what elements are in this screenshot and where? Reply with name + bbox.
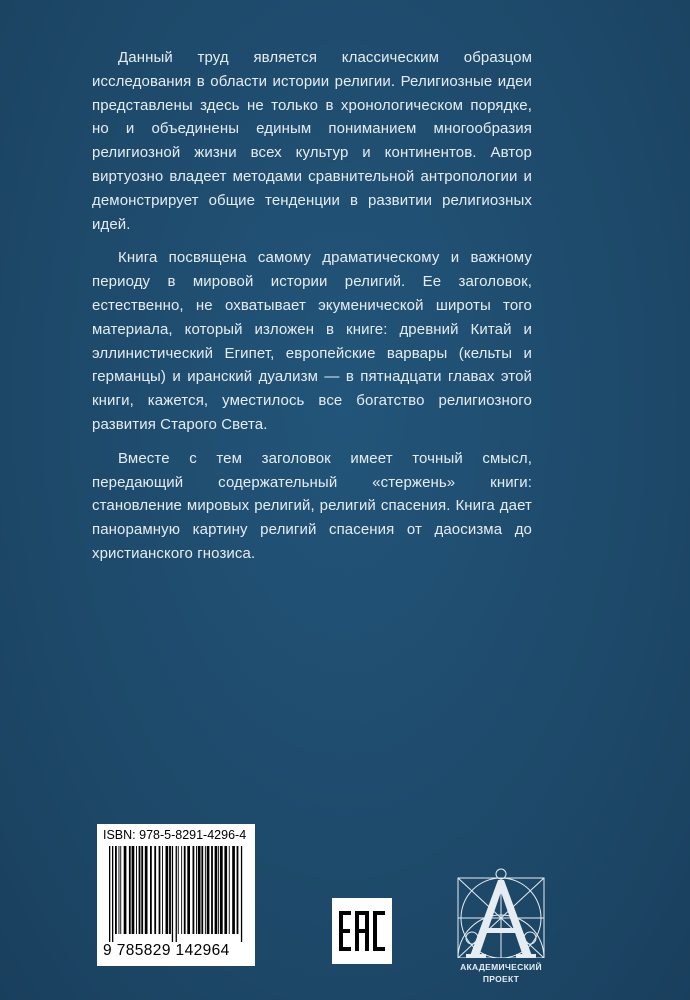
barcode-digits: 9 785829 142964 (103, 942, 230, 959)
publisher-name-line-1: АКАДЕМИЧЕСКИЙ (460, 962, 542, 972)
barcode-bar (232, 846, 235, 934)
barcode-bar (184, 846, 186, 934)
barcode-bar (218, 846, 219, 934)
barcode-bar (120, 846, 121, 934)
letter-a-logo-icon (436, 866, 566, 958)
barcode-bar (201, 846, 203, 934)
barcode-bar (166, 846, 169, 934)
barcode-bar (224, 846, 227, 934)
barcode-bar (136, 846, 137, 934)
barcode-bar (176, 846, 177, 942)
barcode-bar (124, 846, 127, 934)
barcode-bar (181, 846, 182, 934)
description-paragraph-1: Данный труд является классическим образцом исследования в области истории религии. Религиозные идеи представлены здесь не только в хронологическом порядке, но и объединены единым пониманием многообразия религиозной жизни всех культур и континентов. Автор виртуозно владеет методами сравнительной антропологии и демонстрирует общие тенденции в развитии религиозных идей. (92, 49, 532, 233)
description-paragraph-3: Вместе с тем заголовок имеет точный смысл, передающий содержательный «стержень» книги: становление мировых религий, религий спасения. Книга дает панорамную картину религий спасения от даосизма до христианского гнозиса. (92, 449, 532, 562)
barcode-bar (150, 846, 152, 934)
barcode-bar (237, 846, 239, 934)
publisher-logo (436, 866, 566, 986)
barcode-bar (211, 846, 213, 934)
barcode-bar (196, 846, 197, 934)
description-text-block (92, 46, 532, 576)
barcode-bar (109, 846, 110, 942)
barcode-bar (154, 846, 156, 934)
isbn-label: ISBN: 978-5-8291-4296-4 (103, 828, 247, 842)
barcode-bar (187, 846, 190, 934)
eac-mark-icon (337, 906, 387, 956)
barcode-bar (112, 846, 113, 942)
barcode-bar (207, 846, 210, 934)
barcode-bar (115, 846, 117, 934)
barcode-bar (132, 846, 135, 934)
barcode-bar (178, 846, 179, 934)
barcode-bar (205, 846, 206, 934)
barcode-bar (129, 846, 131, 934)
eac-certification-mark (332, 898, 392, 964)
barcode-bar (169, 846, 171, 934)
barcode-bar (229, 846, 230, 934)
barcode-bar (139, 846, 141, 934)
barcode-bar (215, 846, 218, 934)
isbn-barcode-box (97, 824, 255, 966)
barcode-bar (220, 846, 223, 934)
publisher-name-line-2: ПРОЕКТ (482, 974, 520, 984)
description-paragraph-2: Книга посвящена самому драматическому и важному периоду в мировой истории религий. Ее заголовок, естественно, не охватывает экуменической широты того материала, который изложен в книге: древний Китай и эллинистический Египет, европейские варвары (кельты и германцы) и иранский дуализм — в пятнадцати главах этой книги, кажется, уместилось все богатство религиозного развития Старого Света. (92, 249, 532, 433)
barcode-bar (241, 846, 242, 942)
barcode-bar (145, 846, 148, 934)
barcode-bar (159, 846, 161, 934)
barcode-icon (107, 846, 245, 942)
barcode-bar (193, 846, 195, 934)
barcode-bar (172, 846, 173, 942)
barcode-bar (119, 846, 120, 934)
barcode-bar (141, 846, 143, 934)
barcode-bar (198, 846, 201, 934)
barcode-bar (162, 846, 163, 934)
